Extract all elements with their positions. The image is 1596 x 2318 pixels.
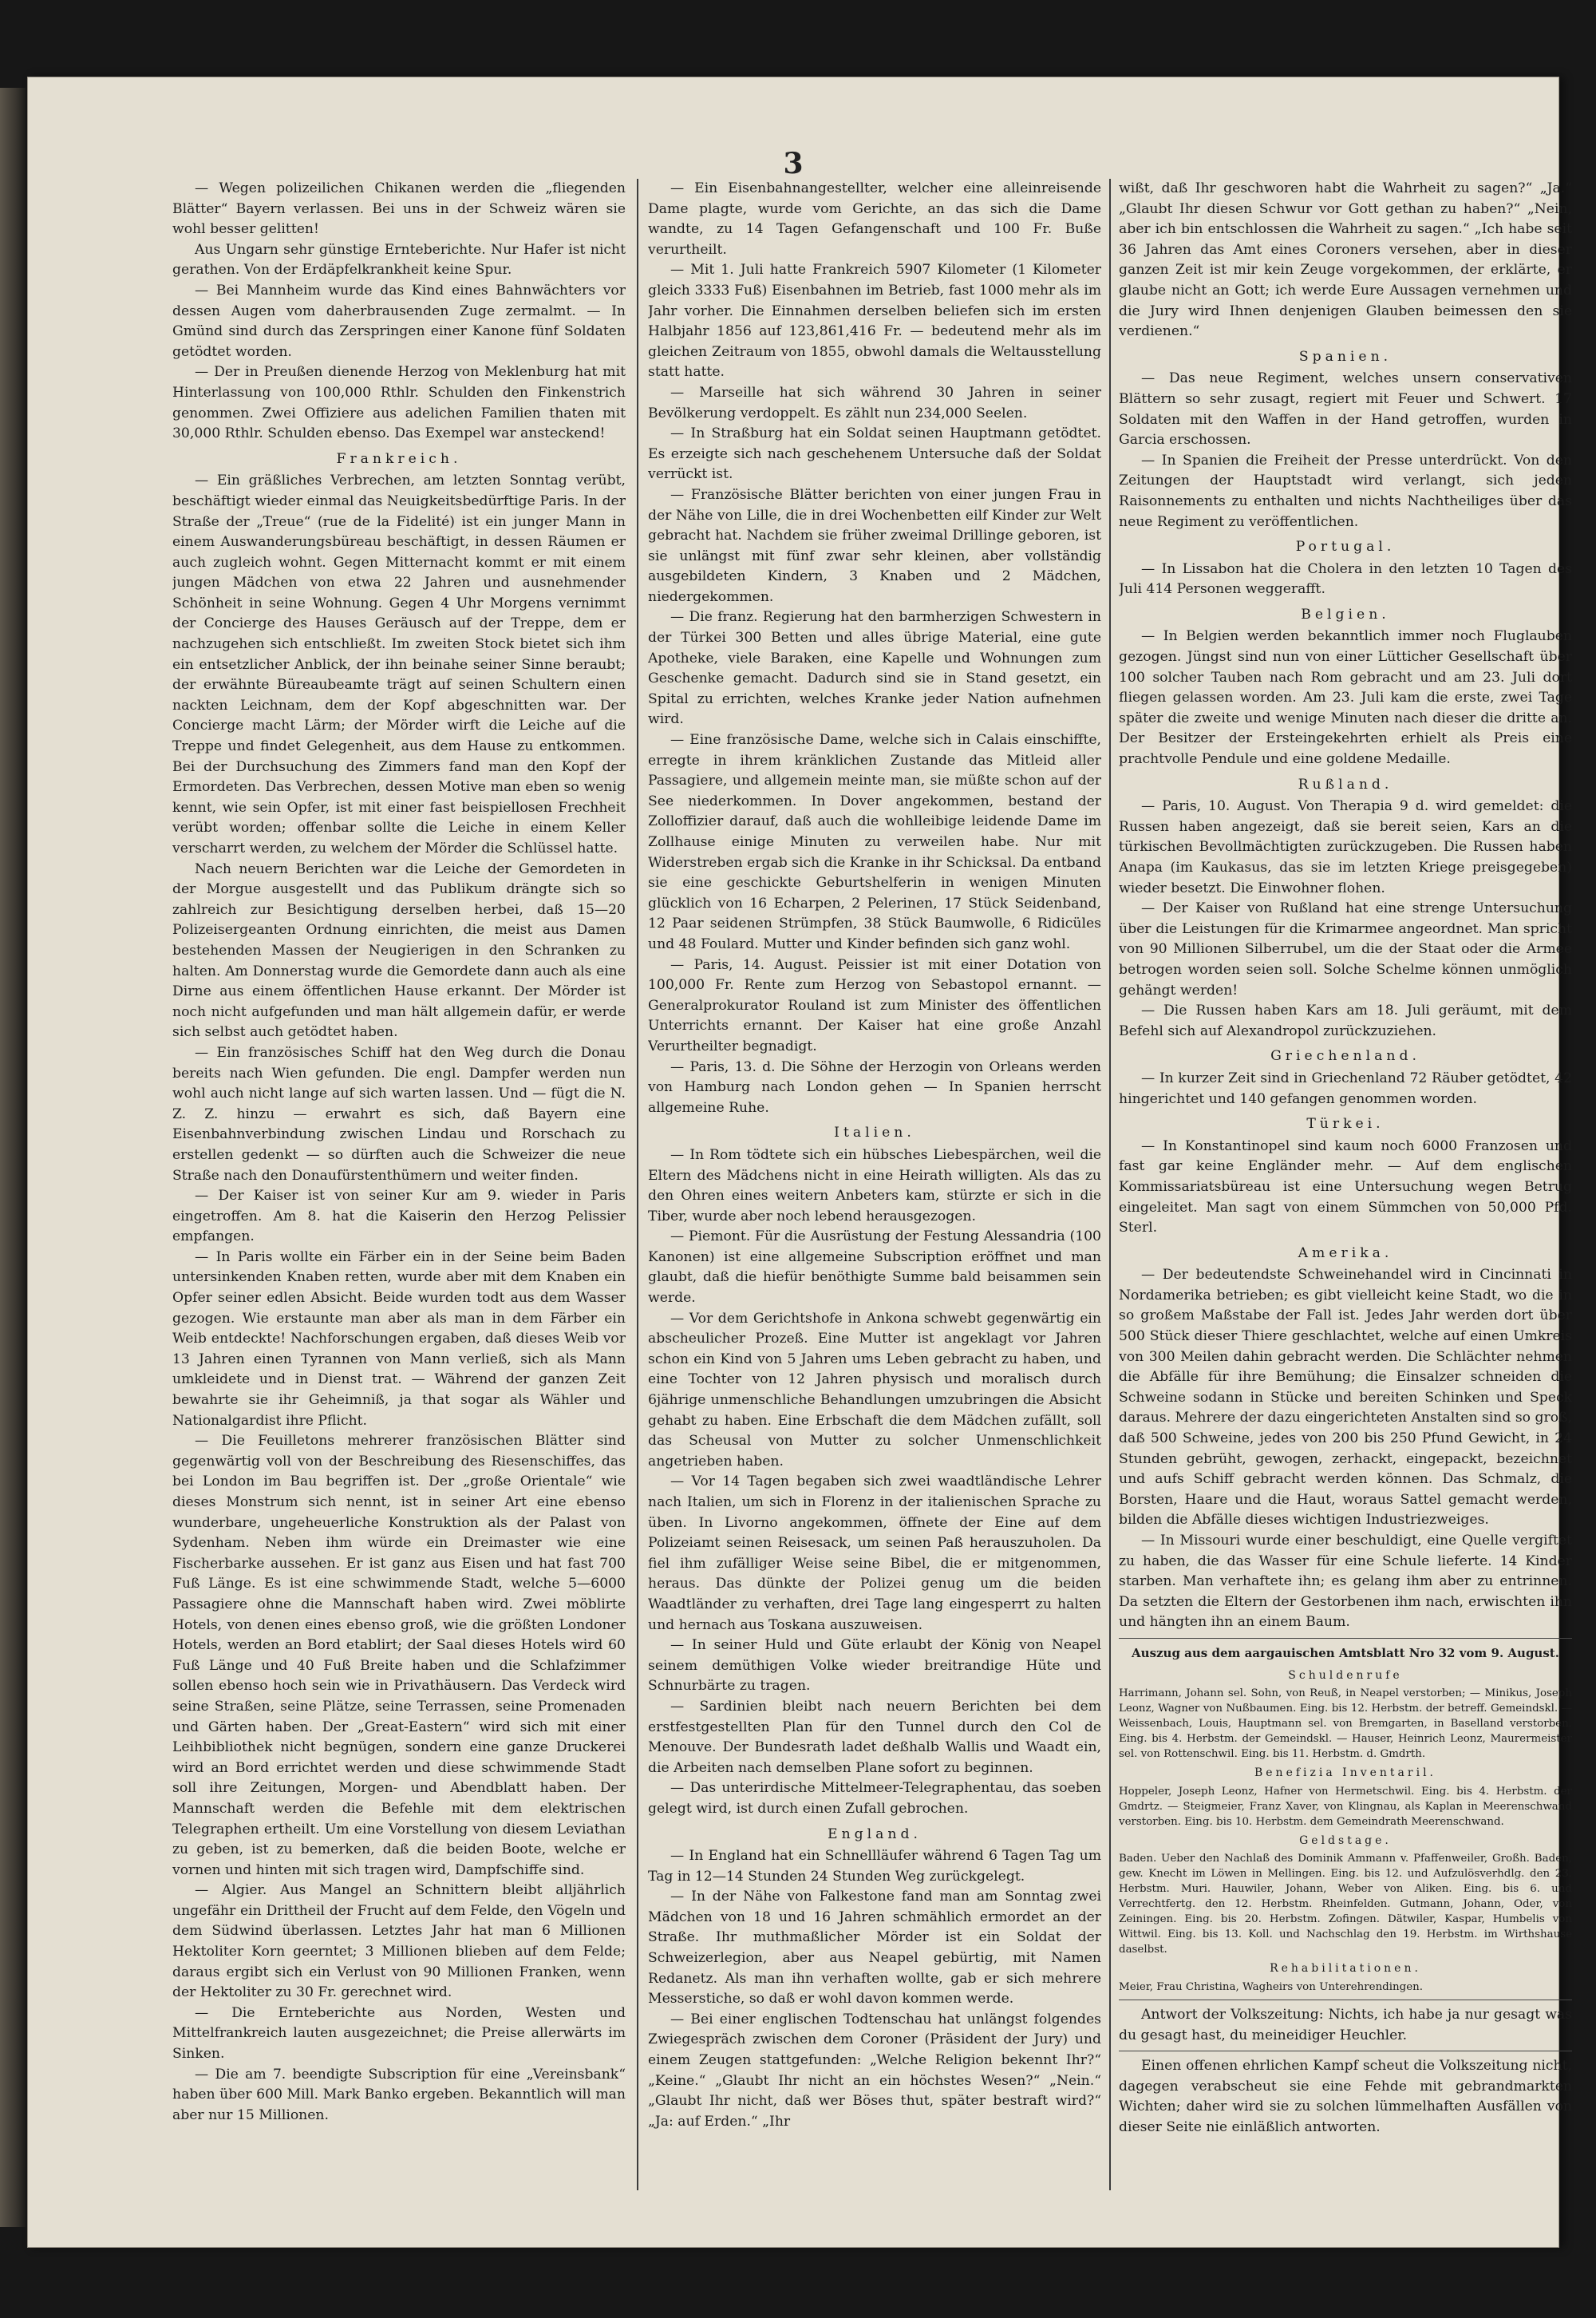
section-heading-england: England. [828, 1826, 922, 1842]
section-heading-spanien: Spanien. [1298, 348, 1393, 365]
article-paragraph: — Piemont. Für die Ausrüstung der Festung Alessandria (100 Kanonen) ist eine allgemeine Subscription eröffnet und man glaubt, daß die hiefür benöthigte Summe bald beisammen sein werde. [648, 1228, 1101, 1307]
article-paragraph: — Mit 1. Juli hatte Frankreich 5907 Kilometer (1 Kilometer gleich 3333 Fuß) Eisenbahnen im Betrieb, fast 1000 mehr als im Jahr vorher. Die Einnahmen derselben beliefen sich im ersten Halbjahr 1856 auf 123,861,416 Fr. — bedeutend mehr als im gleichen Zeitraum von 1855, obwohl damals die Weltausstellung statt hatte. [648, 262, 1101, 381]
article-paragraph: — Bei einer englischen Todtenschau hat unlängst folgendes Zwiegespräch zwischen dem Coroner (Präsident der Jury) und einem Zeugen stattgefunden: „Welche Religion bekennt Ihr?“ „Keine.“ „Glaubt Ihr nicht an ein höchstes Wesen?“ „Nein.“ „Glaubt Ihr nicht, daß wer Böses thut, später bestraft wird?“ „Ja: auf Erden.“ „Ihr [648, 2011, 1101, 2130]
column-divider [1109, 179, 1111, 2190]
notice-subheading: Geldstage. [1299, 1833, 1392, 1847]
article-paragraph: — In Spanien die Freiheit der Presse unterdrückt. Von den Zeitungen der Hauptstadt wird verlangt, sich jeden Raisonnements zu enthalten und nichts Nachtheiliges über das neue Regiment zu veröffentlichen. [1119, 452, 1572, 530]
article-paragraph: — Bei Mannheim wurde das Kind eines Bahnwächters vor dessen Augen vom daherbrausenden Zuge zermalmt. — In Gmünd sind durch das Zerspringen einer Kanone fünf Soldaten getödtet worden. [172, 282, 626, 360]
article-paragraph: — Der bedeutendste Schweinehandel wird in Cincinnati in Nordamerika betrieben; es gibt vielleicht keine Stadt, wo die in so großem Maßstabe der Fall ist. Jedes Jahr werden dort über 500 Stück dieser Thiere geschlachtet, welche auf einen Umkreis von 300 Meilen dahin gebracht werden. Die Schlächter nehmen die Abfälle für ihre Bemühung; die Einsalzer schneiden die Schweine sodann in Stücke und bereiten Schinken und Speck daraus. Mehrere der dazu eingerichteten Anstalten sind so groß, daß 500 Schweine, jedes von 200 bis 250 Pfund Gewicht, in 24 Stunden gebrüht, gewogen, zerhackt, eingepackt, bezeichnet und aufs Schiff gebracht werden können. Das Schmalz, die Borsten, Haare und die Haut, woraus Sattel gemacht werden, bilden die Abfälle dieses wichtigen Industriezweiges. [1119, 1267, 1572, 1529]
notice-subheading: Schuldenrufe [1288, 1668, 1403, 1682]
adjacent-page-edge [0, 88, 26, 2227]
article-paragraph: — Sardinien bleibt nach neuern Berichten bei dem erstfestgestellten Plan für den Tunnel durch den Col de Menouve. Der Bundesrath ladet deßhalb Wallis und Waadt ein, die Arbeiten nach demselben Plane sofort zu beginnen. [648, 1698, 1101, 1776]
article-paragraph: — Das neue Regiment, welches unsern conservativen Blättern so sehr zusagt, regiert mit Feuer und Schwert. 17 Soldaten mit den Waffen in der Hand getroffen, wurden in Garcia erschossen. [1119, 370, 1572, 449]
article-paragraph: — In Straßburg hat ein Soldat seinen Hauptmann getödtet. Es erzeigte sich nach geschehenem Untersuche daß der Soldat verrückt ist. [648, 425, 1101, 483]
section-heading-russland: Rußland. [1298, 776, 1393, 793]
section-heading-portugal: Portugal. [1295, 539, 1396, 556]
article-paragraph: — Das unterirdische Mittelmeer-Telegraphentau, das soeben gelegt wird, ist durch einen Zufall gebrochen. [648, 1780, 1101, 1817]
column-right [1119, 179, 1572, 2190]
article-paragraph: — In Paris wollte ein Färber ein in der Seine beim Baden untersinkenden Knaben retten, wurde aber mit dem Knaben ein Opfer seiner edlen Absicht. Beide wurden todt aus dem Wasser gezogen. Wie erstaunte man aber als man in dem Färber ein Weib entdeckte! Nachforschungen ergaben, daß dieses Weib vor 13 Jahren einen Tyrannen von Mann verließ, sich als Mann umkleidete und in Dienst trat. — Während der ganzen Zeit bewahrte sie ihr Geheimniß, ja that sogar als Wähler und Nationalgardist ihre Pflicht. [172, 1248, 626, 1429]
article-paragraph: — In der Nähe von Falkestone fand man am Sonntag zwei Mädchen von 18 und 16 Jahren schmählich ermordet an der Straße. Ihr muthmaßlicher Mörder ist ein Soldat der Schweizerlegion, aber aus Neapel gebürtig, mit Namen Redanetz. Als man ihn verhaften wollte, gab er sich mehrere Messerstiche, so daß er wohl davon kommen werde. [648, 1889, 1101, 2007]
article-paragraph: — Der in Preußen dienende Herzog von Meklenburg hat mit Hinterlassung von 100,000 Rthlr. Schulden den Finkenstrich genommen. Zwei Offiziere aus adelichen Familien thaten mit 30,000 Rthlr. Schulden ebenso. Das Exempel war ansteckend! [172, 364, 626, 442]
section-heading-amerika: Amerika. [1298, 1244, 1393, 1261]
article-paragraph: — In England hat ein Schnellläufer während 6 Tagen Tag um Tag in 12—14 Stunden 24 Stunden Weg zurückgelegt. [648, 1848, 1101, 1885]
page-number: 3 [783, 147, 804, 180]
section-heading-tuerkei: Türkei. [1306, 1116, 1385, 1133]
section-heading-griechenland: Griechenland. [1270, 1048, 1420, 1065]
article-paragraph: — Paris, 10. August. Von Therapia 9 d. wird gemeldet: die Russen haben angezeigt, daß sie bereit seien, Kars an die türkischen Bevollmächtigten zurückzugeben. Die Russen haben Anapa (im Kaukasus, das sie im letzten Kriege preisgegeben) wieder besetzt. Die Einwohner flohen. [1119, 798, 1572, 896]
notice-paragraph: Hoppeler, Joseph Leonz, Hafner von Hermetschwil. Eing. bis 4. Herbstm. der Gmdrtz. — Steigmeier, Franz Xaver, von Klingnau, als Kaplan in Meerenschwand verstorben. Eing. bis 10. Herbstm. dem Gemeindrath Meerenschwand. [1119, 1785, 1572, 1828]
article-paragraph: — In Lissabon hat die Cholera in den letzten 10 Tagen des Juli 414 Personen weggerafft. [1119, 560, 1572, 598]
article-paragraph: — Eine französische Dame, welche sich in Calais einschiffte, erregte in ihrem kränklichen Zustande das Mitleid aller Passagiere, und allgemein meinte man, sie müßte schon auf der See niederkommen. In Dover angekommen, bestand der Zolloffizier darauf, daß auch die wohlleibige leidende Dame im Zollhause einige Minuten zu verweilen habe. Nur mit Widerstreben ergab sich die Kranke in ihr Schicksal. Da entband sie eine geschickte Geburtshelferin in wenigen Minuten glücklich von 16 Echarpen, 2 Pelerinen, 17 Stück Seidenband, 12 Paar seidenen Strümpfen, 38 Stück Baumwolle, 6 Ridicüles und 48 Foulard. Mutter und Kinder befinden sich ganz wohl. [648, 732, 1101, 952]
article-paragraph: — In seiner Huld und Güte erlaubt der König von Neapel seinem demüthigen Volke wieder breitrandige Hüte und Schnurbärte zu tragen. [648, 1637, 1101, 1695]
article-paragraph: — Französische Blätter berichten von einer jungen Frau in der Nähe von Lille, die in drei Wochenbetten eilf Kinder zur Welt gebracht hat. Nachdem sie früher zweimal Drillinge geboren, ist sie unlängst mit fünf zwar sehr kleinen, aber vollständig ausgebildeten Kindern, 3 Knaben und 2 Mädchen, niedergekommen. [648, 486, 1101, 605]
article-paragraph: — Vor 14 Tagen begaben sich zwei waadtländische Lehrer nach Italien, um sich in Florenz in der italienischen Sprache zu üben. In Livorno angekommen, öffnete der Eine auf dem Polizeiamt seinen Reisesack, um seinen Paß herauszuholen. Da fiel ihm zufälliger Weise seine Bibel, die er mitgenommen, heraus. Das dünkte der Polizei genug um die beiden Waadtländer zu verhaften, drei Tage lang eingesperrt zu halten und hernach aus Toskana auszuweisen. [648, 1473, 1101, 1633]
article-paragraph: — In Belgien werden bekanntlich immer noch Fluglauben gezogen. Jüngst sind nun von einer Lütticher Gesellschaft über 100 solcher Tauben nach Rom gebracht und am 23. Juli dort fliegen gelassen worden. Am 23. Juli kam die erste, zwei Tage später die zweite und wenige Minuten nach dieser die dritte an. Der Besitzer der Ersteingekehrten erhielt als Preis eine prachtvolle Pendule und eine goldene Medaille. [1119, 628, 1572, 768]
notice-paragraph: Baden. Ueber den Nachlaß des Dominik Ammann v. Pfaffenweiler, Großh. Baden, gew. Knecht im Löwen in Mellingen. Eing. bis 12. und Aufzulösverhdlg. den 23. Herbstm. Muri. Hauwiler, Johann, Weber von Aliken. Eing. bis 6. und Verrechtfertg. den 12. Herbstm. Rheinfelden. Gutmann, Johann, Oder, von Zeiningen. Eing. bis 20. Herbstm. Zofingen. Dätwiler, Kaspar, Humbelis von Wittwil. Eing. bis 13. Koll. und Nachschlag den 19. Herbstm. im Wirthshause daselbst. [1119, 1853, 1572, 1956]
article-paragraph: — Vor dem Gerichtshofe in Ankona schwebt gegenwärtig ein abscheulicher Prozeß. Eine Mutter ist angeklagt vor Jahren schon ein Kind von 5 Jahren ums Leben gebracht zu haben, und eine Tochter von 12 Jahren physisch und moralisch durch 6jährige unmenschliche Behandlungen umzubringen die Absicht gehabt zu haben. Eine Erbschaft die dem Mädchen zufällt, soll das Scheusal von Mutter zu solcher Unmenschlichkeit angetrieben haben. [648, 1310, 1101, 1470]
article-paragraph: — Ein Eisenbahnangestellter, welcher eine alleinreisende Dame plagte, wurde vom Gerichte, an das sich die Dame wandte, zu 14 Tagen Gefangenschaft und 100 Fr. Buße verurtheilt. [648, 180, 1101, 258]
column-left [172, 179, 626, 2190]
article-paragraph: Aus Ungarn sehr günstige Ernteberichte. Nur Hafer ist nicht gerathen. Von der Erdäpfelkrankheit keine Spur. [172, 241, 626, 279]
article-paragraph: — Algier. Aus Mangel an Schnittern bleibt alljährlich ungefähr ein Drittheil der Frucht auf dem Felde, den Vögeln und dem Südwind überlassen. Letztes Jahr hat man 6 Millionen Hektoliter Korn geerntet; 3 Millionen blieben auf dem Felde; daraus ergibt sich ein Verlust von 90 Millionen Franken, wenn der Hektoliter zu 30 Fr. gerechnet wird. [172, 1882, 626, 2001]
article-paragraph: Antwort der Volkszeitung: Nichts, ich habe ja nur gesagt was du gesagt hast, du meineidiger Heuchler. [1119, 2006, 1572, 2043]
article-paragraph: wißt, daß Ihr geschworen habt die Wahrheit zu sagen?“ „Ja.“ „Glaubt Ihr diesen Schwur vor Gott gethan zu haben?“ „Nein, aber ich bin entschlossen die Wahrheit zu sagen.“ „Ich habe seit 36 Jahren das Amt eines Coroners versehen, aber in dieser ganzen Zeit ist mir kein Zeuge vorgekommen, der erklärte, er glaube nicht an Gott; ich werde Eure Aussagen vernehmen und die Jury wird Ihnen denjenigen Glauben beimessen den sie verdienen.“ [1119, 180, 1572, 340]
article-paragraph: — Wegen polizeilichen Chikanen werden die „fliegenden Blätter“ Bayern verlassen. Bei uns in der Schweiz wären sie wohl besser gelitten! [172, 180, 626, 238]
notice-subheading: Rehabilitationen. [1270, 1962, 1421, 1976]
article-paragraph: — In Rom tödtete sich ein hübsches Liebespärchen, weil die Eltern des Mädchens nicht in eine Heirath willigten. Als das zu den Ohren eines weitern Anbeters kam, stürzte er sich in die Tiber, wurde aber noch lebend herausgezogen. [648, 1146, 1101, 1224]
notice-subheading: Benefizia Inventaril. [1254, 1766, 1436, 1780]
article-paragraph: — Die am 7. beendigte Subscription für eine „Vereinsbank“ haben über 600 Mill. Mark Banko ergeben. Bekanntlich will man aber nur 15 Millionen. [172, 2066, 626, 2123]
article-paragraph: — In Konstantinopel sind kaum noch 6000 Franzosen und fast gar keine Engländer mehr. — Auf dem englischen Kommissariatsbüreau ist eine Untersuchung wegen Betrug eingeleitet. Man sagt von einem Sümmchen von 50,000 Pfd. Sterl. [1119, 1137, 1572, 1236]
newspaper-page [27, 77, 1572, 2248]
section-heading-belgien: Belgien. [1301, 606, 1390, 623]
article-paragraph: Nach neuern Berichten war die Leiche der Gemordeten in der Morgue ausgestellt und das Publikum drängte sich so zahlreich zur Besichtigung derselben herbei, daß 15—20 Polizeisergeanten Ordnung einrichten, die meist aus Damen bestehenden Massen der Neugierigen in den Schranken zu halten. Am Donnerstag wurde die Gemordete dann auch als eine Dirne aus einem öffentlichen Hause erkannt. Der Mörder ist noch nicht aufgefunden und man hält allgemein dafür, er werde sich selbst auch getödtet haben. [172, 860, 626, 1041]
article-paragraph: — Die Feuilletons mehrerer französischen Blätter sind gegenwärtig voll von der Beschreibung des Riesenschiffes, das bei London im Bau begriffen ist. Der „große Orientale“ wie dieses Monstrum sich nennt, ist in seiner Art eine ebenso wunderbare, ungeheuerliche Konstruktion als der Palast von Sydenham. Neben ihm würde ein Dreimaster wie eine Fischerbarke aussehen. Er ist ganz aus Eisen und hat fast 700 Fuß Länge. Es ist eine schwimmende Stadt, welche 5—6000 Passagiere ohne die Mannschaft haben wird. Zwei möblirte Hotels, von denen eines ebenso groß, wie die größten Londoner Hotels, werden an Bord etablirt; der Saal dieses Hotels wird 60 Fuß Länge und 40 Fuß Breite haben und die Schlafzimmer sollen ebenso hoch sein wie in Privathäusern. Das Verdeck wird seine Straßen, seine Plätze, seine Terrassen, seine Promenaden und Gärten haben. Der „Great-Eastern“ wird sich mit einer Leihbibliothek nicht begnügen, sondern eine ganze Druckerei wird an Bord errichtet werden und diese schwimmende Stadt soll ihre Zeitungen, Morgen- und Abendblatt haben. Der Mannschaft werden die Befehle mit dem elektrischen Telegraphen ertheilt. Um eine Vorstellung von diesem Leviathan zu geben, ist zu bemerken, daß die beiden Boote, welche er vornen und hinten mit sich tragen wird, Dampfschiffe sind. [172, 1433, 626, 1878]
article-paragraph: — Marseille hat sich während 30 Jahren in seiner Bevölkerung verdoppelt. Es zählt nun 234,000 Seelen. [648, 384, 1101, 421]
article-paragraph: — Paris, 14. August. Peissier ist mit einer Dotation von 100,000 Fr. Rente zum Herzog von Sebastopol ernannt. — Generalprokurator Rouland ist zum Minister des öffentlichen Unterrichts ernannt. Der Kaiser hat eine große Anzahl Verurtheilter begnadigt. [648, 956, 1101, 1054]
article-paragraph: — Der Kaiser von Rußland hat eine strenge Untersuchung über die Leistungen für die Krimarmee angeordnet. Man spricht von 90 Millionen Silberrubel, um die der Staat oder die Armee betrogen worden seien soll. Solche Schelme können unmöglich gehängt werden! [1119, 900, 1572, 999]
article-paragraph: — Ein gräßliches Verbrechen, am letzten Sonntag verübt, beschäftigt wieder einmal das Neuigkeitsbedürftige Paris. In der Straße der „Treue“ (rue de la Fidelité) ist ein junger Mann in einem Auswanderungsbüreau beschäftigt, in dessen Räumen er auch zugleich wohnt. Gegen Mitternacht kommt er mit einem jungen Mädchen von etwa 22 Jahren und ausnehmender Schönheit in seine Wohnung. Gegen 4 Uhr Morgens vernimmt der Concierge des Hauses Geräusch auf der Treppe, dem er nachzugehen sich entschließt. Im zweiten Stock bietet sich ihm ein entsetzlicher Anblick, der ihn beinahe seiner Sinne beraubt; der erwähnte Büreaubeamte trägt auf seinen Schultern einen nackten Leichnam, dem der Kopf abgeschnitten war. Der Concierge macht Lärm; der Mörder wirft die Leiche auf die Treppe und findet Gelegenheit, aus dem Hause zu entkommen. Bei der Durchsuchung des Zimmers fand man den Kopf der Ermordeten. Das Verbrechen, dessen Motive man eben so wenig kennt, wie sein Opfer, ist mit einer fast beispiellosen Frechheit verübt worden; offenbar sollte die Leiche in einem Keller verscharrt werden, zu welchem der Mörder die Schlüssel hatte. [172, 473, 626, 856]
article-paragraph: — Ein französisches Schiff hat den Weg durch die Donau bereits nach Wien gefunden. Die engl. Dampfer werden nun wohl auch nicht lange auf sich warten lassen. Und — fügt die N. Z. Z. hinzu — erwahrt es sich, daß Bayern eine Eisenbahnverbindung zwischen Lindau und Rorschach zu erstellen gedenkt — so dürften auch die Schweizer die neue Straße nach den Donaufürstenthümern und weiter finden. [172, 1044, 626, 1184]
article-paragraph: — Die franz. Regierung hat den barmherzigen Schwestern in der Türkei 300 Betten und alles übrige Material, eine gute Apotheke, viele Baraken, eine Kapelle und Wohnungen zum Geschenke gemacht. Dadurch sind sie in Stand gesetzt, ein Spital zu errichten, welches Kranke jeder Nation aufnehmen wird. [648, 609, 1101, 728]
section-rule [1119, 1638, 1572, 1639]
article-paragraph: — Der Kaiser ist von seiner Kur am 9. wieder in Paris eingetroffen. Am 8. hat die Kaiserin den Herzog Pelissier empfangen. [172, 1188, 626, 1245]
article-paragraph: Einen offenen ehrlichen Kampf scheut die Volkszeitung nicht, dagegen verabscheut sie eine Fehde mit gebrandmarkten Wichten; daher wird sie zu solchen lümmelhaften Ausfällen von dieser Seite nie einläßlich antworten. [1119, 2058, 1572, 2135]
article-paragraph: — Die Ernteberichte aus Norden, Westen und Mittelfrankreich lauten ausgezeichnet; die Preise allerwärts im Sinken. [172, 2004, 626, 2063]
notice-paragraph: Meier, Frau Christina, Wagheirs von Unterehrendingen. [1119, 1980, 1424, 1993]
article-paragraph: — Die Russen haben Kars am 18. Juli geräumt, mit dem Befehl sich auf Alexandropol zurückzuziehen. [1119, 1003, 1572, 1039]
official-notice-title: Auszug aus dem aargauischen Amtsblatt Nro 32 vom 9. August. [1132, 1645, 1559, 1660]
section-heading-frankreich: Frankreich. [336, 450, 462, 467]
article-paragraph: — In Missouri wurde einer beschuldigt, eine Quelle vergiftet zu haben, die das Wasser für eine Schule lieferte. 14 Kinder starben. Man verhaftete ihn; es gelang ihm aber zu entrinnen. Da setzten die Eltern der Gestorbenen ihm nach, erwischten ihn und hängten ihn an einem Baum. [1119, 1533, 1572, 1631]
column-middle [648, 179, 1101, 2190]
article-paragraph: — Paris, 13. d. Die Söhne der Herzogin von Orleans werden von Hamburg nach London gehen — In Spanien herrscht allgemeine Ruhe. [648, 1058, 1101, 1116]
section-heading-italien: Italien. [834, 1125, 915, 1141]
notice-paragraph: Harrimann, Johann sel. Sohn, von Reuß, in Neapel verstorben; — Minikus, Joseph Leonz, Wagner von Nußbaumen. Eing. bis 12. Herbstm. der betreff. Gemeindskl. — Weissenbach, Louis, Hauptmann sel. von Bremgarten, in Baselland verstorben. Eing. bis 4. Herbstm. der Gemeindskl. — Hauser, Heinrich Leonz, Maurermeister sel. von Rottenschwil. Eing. bis 11. Herbstm. d. Gmdrth. [1119, 1687, 1572, 1761]
column-divider [637, 179, 638, 2190]
article-paragraph: — In kurzer Zeit sind in Griechenland 72 Räuber getödtet, 42 hingerichtet und 140 gefangen genommen worden. [1119, 1070, 1572, 1107]
